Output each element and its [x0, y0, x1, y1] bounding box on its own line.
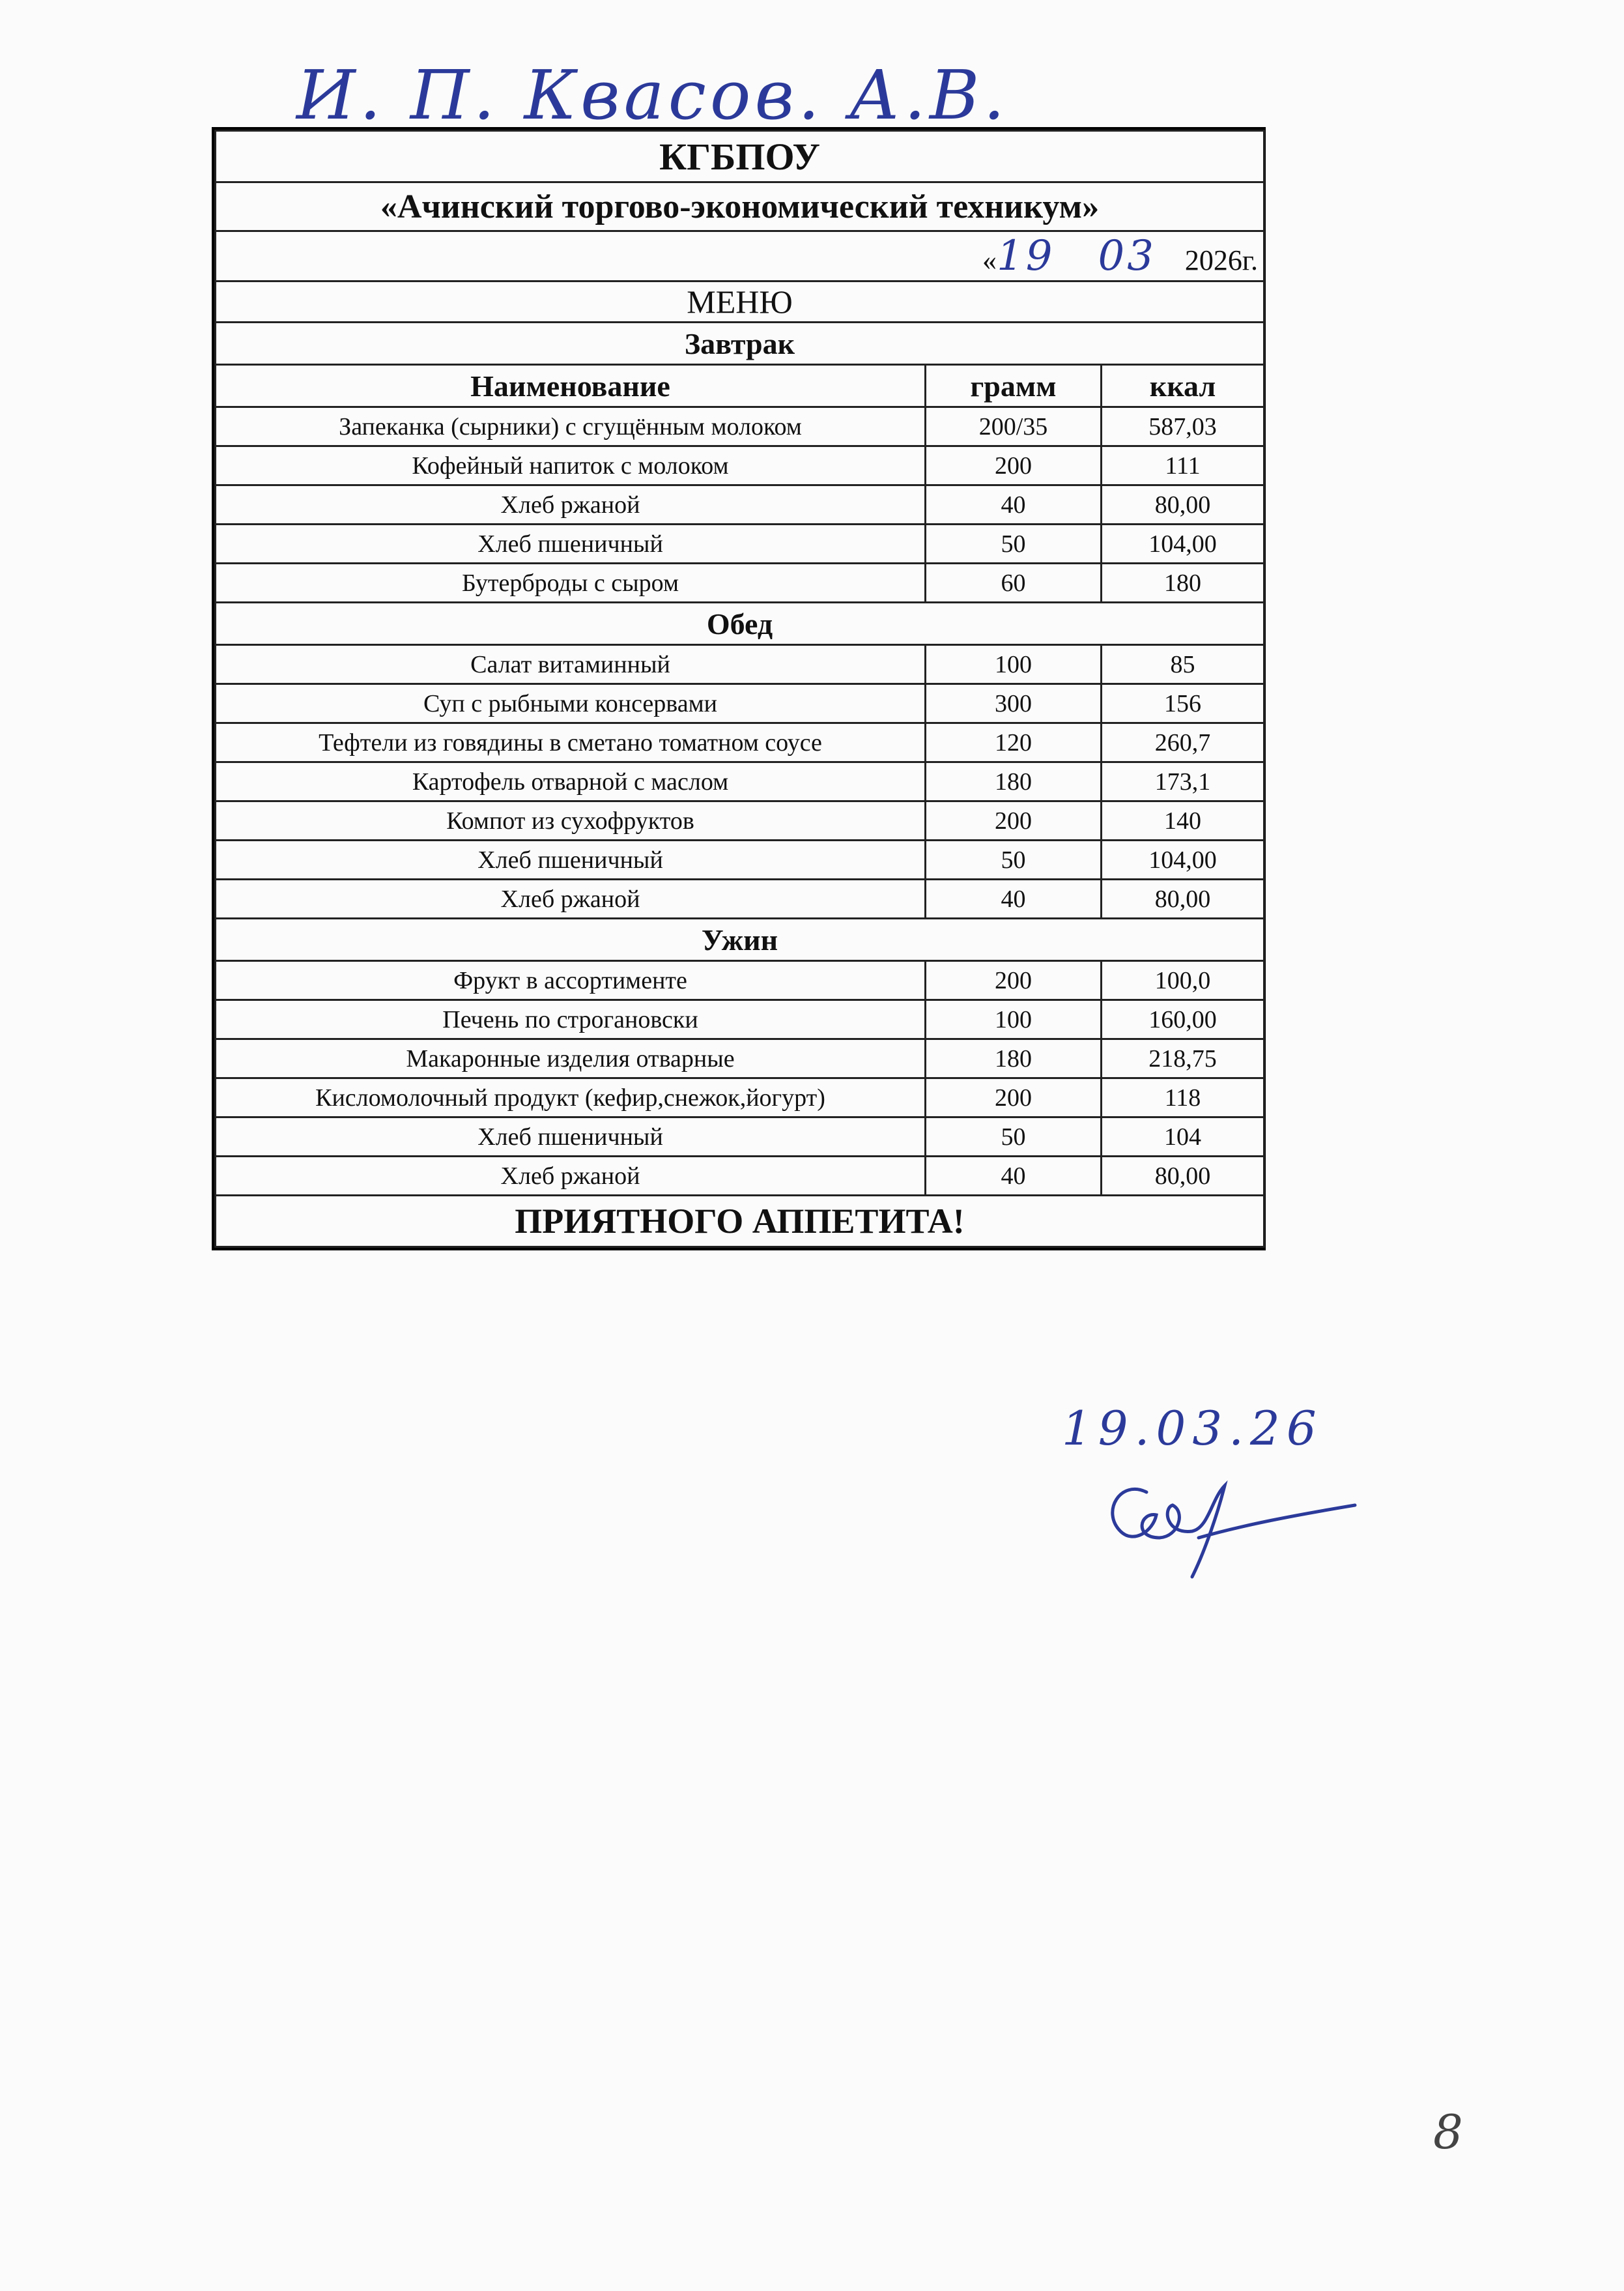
menu-item-row [216, 801, 1264, 841]
item-name: Компот из сухофруктов [216, 801, 926, 841]
item-name: Хлеб пшеничный [216, 841, 926, 880]
item-grams: 40 [926, 880, 1102, 919]
item-grams: 60 [926, 564, 1102, 603]
handwritten-names: И. П. Квасов. А.В. [296, 55, 1009, 135]
menu-table [212, 127, 1266, 1250]
menu-item-row [216, 762, 1264, 801]
section-title: Обед [216, 603, 1264, 645]
menu-item-row [216, 564, 1264, 603]
item-name: Хлеб ржаной [216, 1157, 926, 1196]
section-header [216, 603, 1264, 645]
date-year: 2026г. [1184, 244, 1258, 276]
item-grams: 100 [926, 645, 1102, 684]
item-grams: 180 [926, 762, 1102, 801]
menu-item-row [216, 645, 1264, 684]
item-kcal: 85 [1102, 645, 1264, 684]
item-kcal: 180 [1102, 564, 1264, 603]
page-number: 8 [1433, 2105, 1463, 2159]
menu-item-row [216, 723, 1264, 762]
section-title: Ужин [216, 919, 1264, 961]
item-name: Тефтели из говядины в сметано томатном соусе [216, 723, 926, 762]
column-header-row [216, 365, 1264, 407]
menu-item-row [216, 1078, 1264, 1117]
menu-item-row [216, 1117, 1264, 1157]
item-name: Печень по строгановски [216, 1000, 926, 1039]
item-name: Суп с рыбными консервами [216, 684, 926, 723]
column-grams-header: грамм [926, 365, 1102, 407]
item-grams: 40 [926, 1157, 1102, 1196]
item-grams: 200 [926, 446, 1102, 485]
footer-text: ПРИЯТНОГО АППЕТИТА! [216, 1196, 1264, 1247]
item-name: Фрукт в ассортименте [216, 961, 926, 1000]
section-header [216, 323, 1264, 365]
item-name: Хлеб пшеничный [216, 525, 926, 564]
item-name: Хлеб ржаной [216, 485, 926, 525]
menu-item-row [216, 1157, 1264, 1196]
column-kcal-header: ккал [1102, 365, 1264, 407]
item-name: Салат витаминный [216, 645, 926, 684]
item-grams: 200/35 [926, 407, 1102, 446]
item-name: Кофейный напиток с молоком [216, 446, 926, 485]
signature-icon [1094, 1453, 1368, 1583]
menu-item-row [216, 525, 1264, 564]
item-name: Хлеб ржаной [216, 880, 926, 919]
item-grams: 200 [926, 961, 1102, 1000]
item-kcal: 104,00 [1102, 841, 1264, 880]
item-grams: 50 [926, 1117, 1102, 1157]
menu-item-row [216, 961, 1264, 1000]
item-name: Макаронные изделия отварные [216, 1039, 926, 1078]
item-grams: 200 [926, 1078, 1102, 1117]
item-grams: 200 [926, 801, 1102, 841]
menu-title: МЕНЮ [216, 281, 1264, 323]
menu-item-row [216, 407, 1264, 446]
menu-item-row [216, 446, 1264, 485]
org-name: КГБПОУ [216, 131, 1264, 182]
footer-row [216, 1196, 1264, 1247]
item-name: Запеканка (сырники) с сгущённым молоком [216, 407, 926, 446]
item-name: Картофель отварной с маслом [216, 762, 926, 801]
item-grams: 300 [926, 684, 1102, 723]
item-kcal: 80,00 [1102, 485, 1264, 525]
school-name: «Ачинский торгово-экономический техникум» [216, 182, 1264, 231]
menu-item-row [216, 1039, 1264, 1078]
menu-date [216, 231, 1264, 281]
item-kcal: 218,75 [1102, 1039, 1264, 1078]
item-kcal: 80,00 [1102, 880, 1264, 919]
item-grams: 50 [926, 525, 1102, 564]
section-title: Завтрак [216, 323, 1264, 365]
item-kcal: 104 [1102, 1117, 1264, 1157]
menu-item-row [216, 485, 1264, 525]
item-grams: 100 [926, 1000, 1102, 1039]
item-kcal: 111 [1102, 446, 1264, 485]
item-grams: 120 [926, 723, 1102, 762]
item-kcal: 118 [1102, 1078, 1264, 1117]
menu-item-row [216, 841, 1264, 880]
date-month: 03 [1098, 232, 1156, 280]
handwritten-date: 19.03.26 [1062, 1401, 1323, 1456]
column-name-header: Наименование [216, 365, 926, 407]
item-grams: 40 [926, 485, 1102, 525]
section-header [216, 919, 1264, 961]
item-kcal: 160,00 [1102, 1000, 1264, 1039]
item-kcal: 140 [1102, 801, 1264, 841]
item-kcal: 260,7 [1102, 723, 1264, 762]
item-grams: 50 [926, 841, 1102, 880]
item-name: Бутерброды с сыром [216, 564, 926, 603]
item-kcal: 156 [1102, 684, 1264, 723]
item-grams: 180 [926, 1039, 1102, 1078]
item-name: Хлеб пшеничный [216, 1117, 926, 1157]
date-open-quote: « [982, 244, 997, 276]
item-kcal: 80,00 [1102, 1157, 1264, 1196]
item-kcal: 100,0 [1102, 961, 1264, 1000]
item-kcal: 104,00 [1102, 525, 1264, 564]
menu-item-row [216, 880, 1264, 919]
date-day: 19 [997, 232, 1055, 280]
menu-item-row [216, 1000, 1264, 1039]
item-kcal: 173,1 [1102, 762, 1264, 801]
menu-item-row [216, 684, 1264, 723]
item-name: Кисломолочный продукт (кефир,снежок,йогурт) [216, 1078, 926, 1117]
item-kcal: 587,03 [1102, 407, 1264, 446]
